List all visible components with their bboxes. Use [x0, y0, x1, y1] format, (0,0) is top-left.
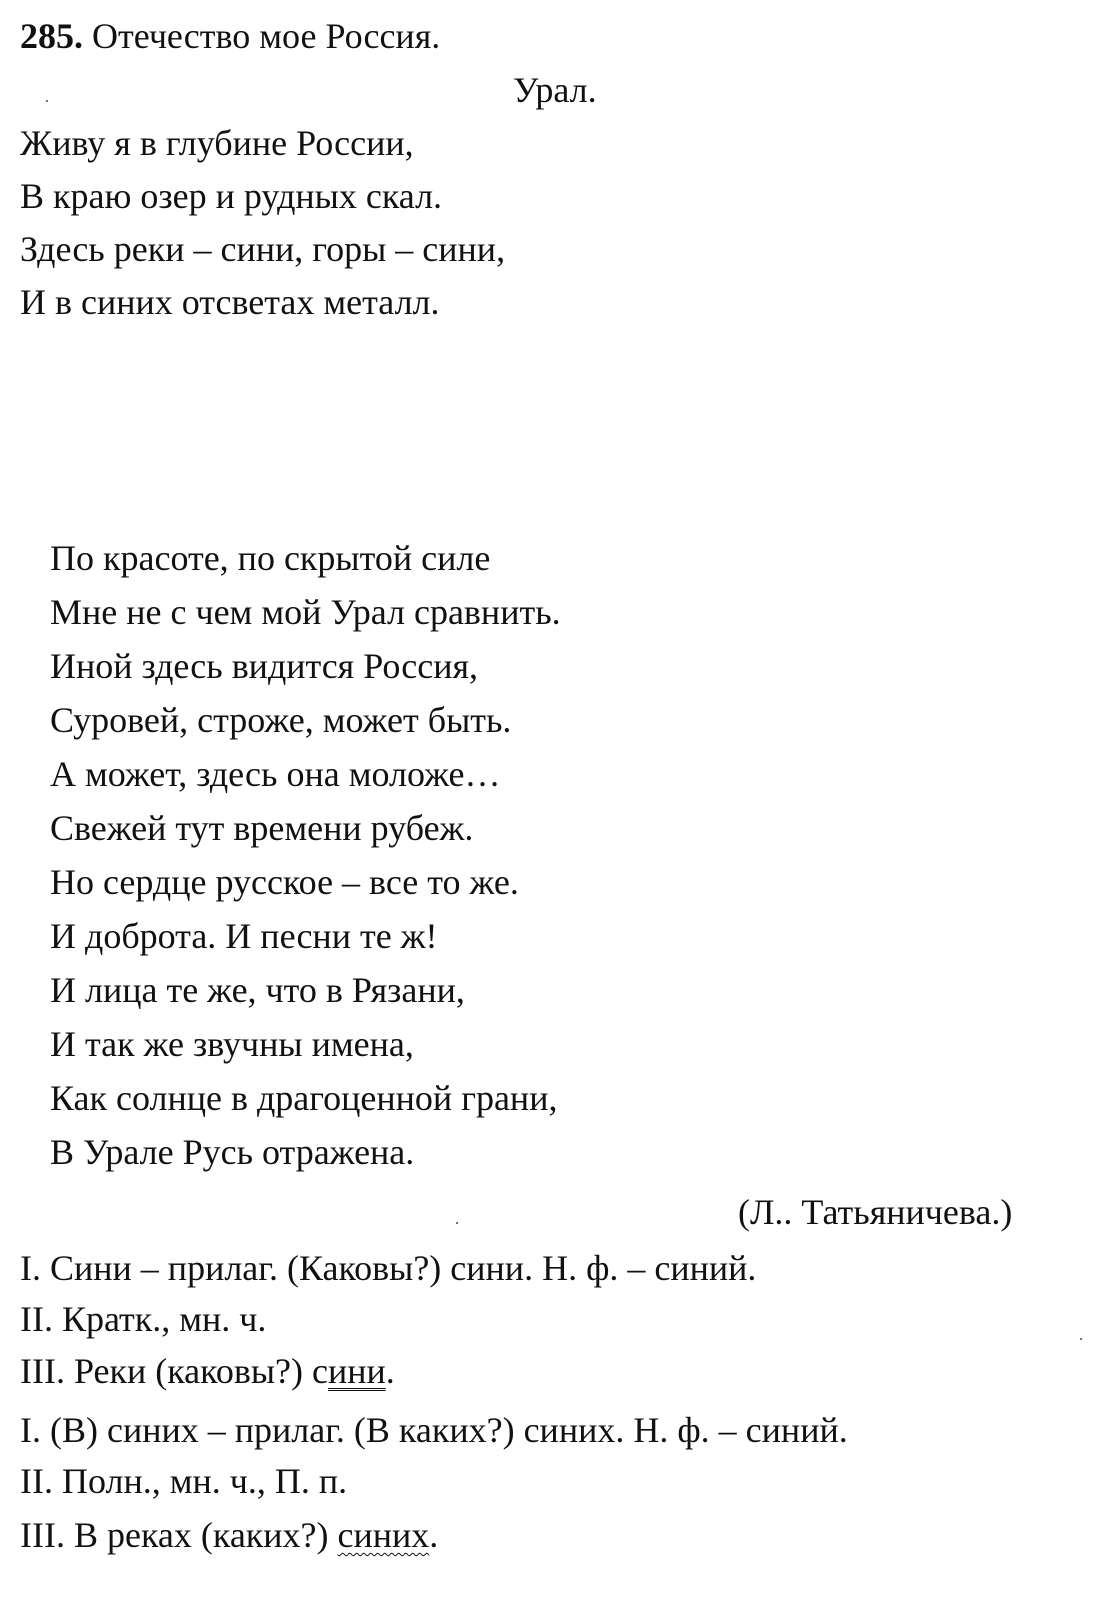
scan-speck	[456, 1222, 458, 1224]
poem-line: И так же звучны имена,	[50, 1024, 414, 1064]
poem-line: Живу я в глубине России,	[20, 123, 414, 163]
analysis-line: II. Полн., мн. ч., П. п.	[20, 1461, 348, 1501]
exercise-heading	[20, 14, 440, 58]
analysis-line	[20, 1349, 395, 1393]
poem-line: В Урале Русь отражена.	[50, 1132, 415, 1172]
poem-line: И в синих отсветах металл.	[20, 282, 440, 322]
poem-line: Мне не с чем мой Урал сравнить.	[50, 592, 561, 632]
poem-line: Но сердце русское – все то же.	[50, 862, 519, 902]
analysis-text: .	[429, 1515, 439, 1555]
exercise-number: 285.	[20, 16, 83, 56]
poem-line: Здесь реки – сини, горы – сини,	[20, 229, 506, 269]
exercise-title: Отечество мое Россия.	[92, 16, 441, 56]
poem-line: Суровей, строже, может быть.	[50, 700, 512, 740]
analysis-text: .	[385, 1351, 395, 1391]
analysis-line	[20, 1513, 438, 1557]
analysis-line: I. Сини – прилаг. (Каковы?) сини. Н. ф. – синий.	[20, 1248, 757, 1288]
analysis-text: III. Реки (каковы?) с	[20, 1351, 328, 1391]
analysis-line: I. (В) синих – прилаг. (В каких?) синих. Н. ф. – синий.	[20, 1410, 848, 1450]
poem-line: Иной здесь видится Россия,	[50, 646, 479, 686]
poem-line: И лица те же, что в Рязани,	[50, 970, 465, 1010]
underlined-word: синих	[337, 1515, 430, 1555]
analysis-line: II. Кратк., мн. ч.	[20, 1299, 267, 1339]
poem-line: По красоте, по скрытой силе	[50, 538, 491, 578]
poem-line: Как солнце в драгоценной грани,	[50, 1078, 558, 1118]
analysis-text: III. В реках (каких?)	[20, 1515, 338, 1555]
poem-line: А может, здесь она моложе…	[50, 754, 501, 794]
poem-line: Свежей тут времени рубеж.	[50, 808, 474, 848]
scan-speck	[1080, 1338, 1082, 1340]
poem-author: (Л.. Татьяничева.)	[738, 1192, 1013, 1232]
underlined-ending: ини	[327, 1351, 386, 1391]
poem-line: В краю озер и рудных скал.	[20, 176, 443, 216]
poem-line: И доброта. И песни те ж!	[50, 916, 438, 956]
scan-speck	[46, 100, 48, 102]
poem-title: Урал.	[513, 70, 597, 110]
